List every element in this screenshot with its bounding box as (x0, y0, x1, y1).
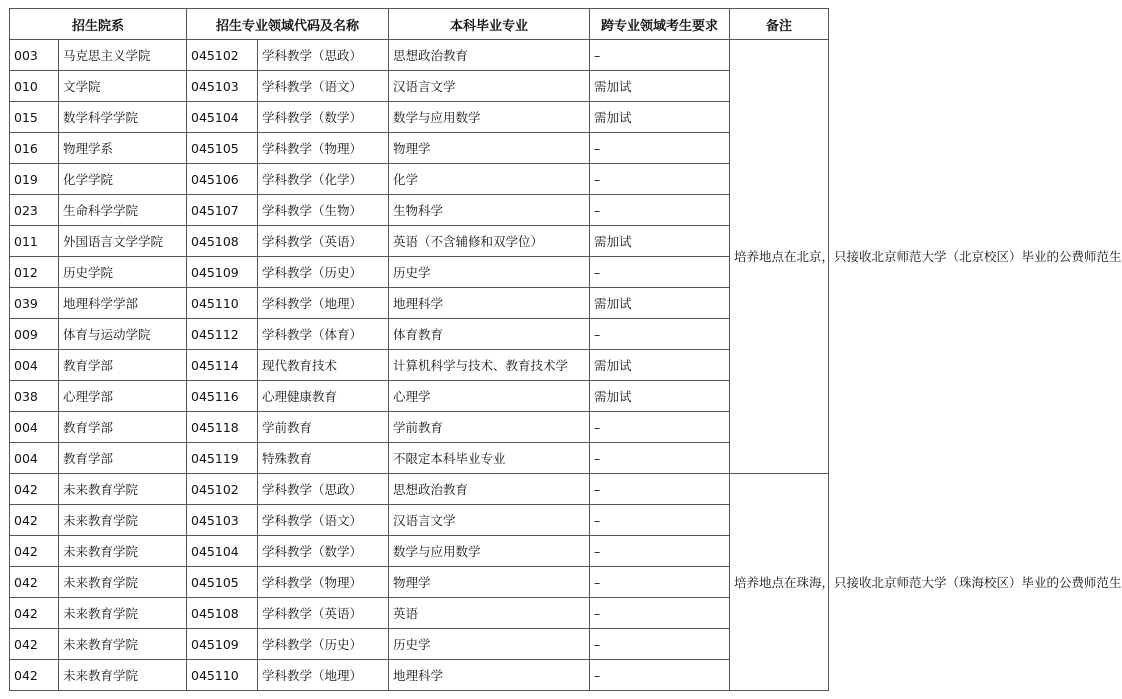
undergrad-major-cell: 汉语言文学 (389, 505, 590, 536)
table-row (10, 629, 829, 660)
table-row (10, 598, 829, 629)
major-code-cell: 045105 (187, 133, 258, 164)
dept-name-cell: 未来教育学院 (59, 567, 187, 598)
dept-code-cell: 042 (10, 598, 59, 629)
major-code-cell: 045109 (187, 629, 258, 660)
dept-name-cell: 数学科学学院 (59, 102, 187, 133)
cross-major-requirement-cell: – (590, 474, 730, 505)
cross-major-requirement-cell: – (590, 505, 730, 536)
dept-name-cell: 生命科学学院 (59, 195, 187, 226)
table-row (10, 288, 829, 319)
table-row (10, 195, 829, 226)
table-row (10, 505, 829, 536)
dept-code-cell: 004 (10, 443, 59, 474)
table-row (10, 71, 829, 102)
dept-name-cell: 物理学系 (59, 133, 187, 164)
dept-name-cell: 未来教育学院 (59, 660, 187, 691)
dept-name-cell: 未来教育学院 (59, 474, 187, 505)
cross-major-requirement-cell: – (590, 598, 730, 629)
major-code-cell: 045104 (187, 102, 258, 133)
cross-major-requirement-cell: – (590, 195, 730, 226)
table-row (10, 102, 829, 133)
major-name-cell: 学科教学（物理） (258, 567, 389, 598)
header-remarks: 备注 (730, 9, 829, 40)
remarks-cell: 培养地点在珠海，只接收北京师范大学（珠海校区）毕业的公费师范生 (730, 474, 829, 691)
table-row (10, 226, 829, 257)
dept-code-cell: 023 (10, 195, 59, 226)
dept-code-cell: 042 (10, 629, 59, 660)
major-code-cell: 045116 (187, 381, 258, 412)
undergrad-major-cell: 生物科学 (389, 195, 590, 226)
undergrad-major-cell: 英语 (389, 598, 590, 629)
undergrad-major-cell: 物理学 (389, 567, 590, 598)
major-code-cell: 045103 (187, 505, 258, 536)
cross-major-requirement-cell: – (590, 567, 730, 598)
table-row (10, 412, 829, 443)
cross-major-requirement-cell: – (590, 660, 730, 691)
table-row (10, 381, 829, 412)
major-name-cell: 学科教学（地理） (258, 288, 389, 319)
major-name-cell: 现代教育技术 (258, 350, 389, 381)
major-name-cell: 学科教学（数学） (258, 536, 389, 567)
major-code-cell: 045102 (187, 474, 258, 505)
major-name-cell: 学科教学（生物） (258, 195, 389, 226)
major-name-cell: 学科教学（化学） (258, 164, 389, 195)
cross-major-requirement-cell: 需加试 (590, 102, 730, 133)
dept-code-cell: 042 (10, 660, 59, 691)
dept-code-cell: 042 (10, 505, 59, 536)
dept-name-cell: 教育学部 (59, 412, 187, 443)
header-department: 招生院系 (10, 9, 187, 40)
dept-name-cell: 教育学部 (59, 350, 187, 381)
dept-code-cell: 016 (10, 133, 59, 164)
cross-major-requirement-cell: – (590, 133, 730, 164)
dept-name-cell: 未来教育学院 (59, 629, 187, 660)
major-name-cell: 学科教学（历史） (258, 629, 389, 660)
major-code-cell: 045112 (187, 319, 258, 350)
header-major-code-name: 招生专业领域代码及名称 (187, 9, 389, 40)
cross-major-requirement-cell: 需加试 (590, 226, 730, 257)
major-name-cell: 心理健康教育 (258, 381, 389, 412)
table-row (10, 350, 829, 381)
major-code-cell: 045106 (187, 164, 258, 195)
dept-code-cell: 009 (10, 319, 59, 350)
major-name-cell: 学科教学（物理） (258, 133, 389, 164)
major-name-cell: 学科教学（思政） (258, 474, 389, 505)
major-name-cell: 学科教学（数学） (258, 102, 389, 133)
table-row (10, 319, 829, 350)
major-code-cell: 045109 (187, 257, 258, 288)
major-code-cell: 045102 (187, 40, 258, 71)
table-row (10, 133, 829, 164)
major-name-cell: 学科教学（思政） (258, 40, 389, 71)
undergrad-major-cell: 思想政治教育 (389, 474, 590, 505)
dept-code-cell: 039 (10, 288, 59, 319)
dept-name-cell: 教育学部 (59, 443, 187, 474)
admissions-table (9, 8, 1122, 691)
dept-code-cell: 003 (10, 40, 59, 71)
cross-major-requirement-cell: 需加试 (590, 288, 730, 319)
undergrad-major-cell: 历史学 (389, 629, 590, 660)
table-row (10, 257, 829, 288)
cross-major-requirement-cell: 需加试 (590, 381, 730, 412)
dept-name-cell: 未来教育学院 (59, 505, 187, 536)
cross-major-requirement-cell: 需加试 (590, 71, 730, 102)
table-row (10, 536, 829, 567)
major-name-cell: 特殊教育 (258, 443, 389, 474)
undergrad-major-cell: 数学与应用数学 (389, 102, 590, 133)
undergrad-major-cell: 计算机科学与技术、教育技术学 (389, 350, 590, 381)
major-name-cell: 学科教学（体育） (258, 319, 389, 350)
table-row (10, 164, 829, 195)
major-name-cell: 学前教育 (258, 412, 389, 443)
major-code-cell: 045108 (187, 226, 258, 257)
undergrad-major-cell: 物理学 (389, 133, 590, 164)
dept-name-cell: 地理科学学部 (59, 288, 187, 319)
major-code-cell: 045103 (187, 71, 258, 102)
major-code-cell: 045108 (187, 598, 258, 629)
cross-major-requirement-cell: – (590, 443, 730, 474)
major-code-cell: 045114 (187, 350, 258, 381)
undergrad-major-cell: 学前教育 (389, 412, 590, 443)
major-name-cell: 学科教学（英语） (258, 598, 389, 629)
dept-code-cell: 004 (10, 350, 59, 381)
dept-name-cell: 历史学院 (59, 257, 187, 288)
dept-name-cell: 马克思主义学院 (59, 40, 187, 71)
dept-code-cell: 042 (10, 474, 59, 505)
dept-name-cell: 文学院 (59, 71, 187, 102)
undergrad-major-cell: 汉语言文学 (389, 71, 590, 102)
major-code-cell: 045110 (187, 288, 258, 319)
major-name-cell: 学科教学（英语） (258, 226, 389, 257)
dept-name-cell: 化学学院 (59, 164, 187, 195)
major-code-cell: 045105 (187, 567, 258, 598)
header-undergrad-major: 本科毕业专业 (389, 9, 590, 40)
dept-code-cell: 042 (10, 567, 59, 598)
undergrad-major-cell: 体育教育 (389, 319, 590, 350)
cross-major-requirement-cell: – (590, 629, 730, 660)
undergrad-major-cell: 不限定本科毕业专业 (389, 443, 590, 474)
dept-name-cell: 体育与运动学院 (59, 319, 187, 350)
major-name-cell: 学科教学（语文） (258, 505, 389, 536)
undergrad-major-cell: 思想政治教育 (389, 40, 590, 71)
cross-major-requirement-cell: – (590, 319, 730, 350)
table-row (10, 474, 829, 505)
dept-code-cell: 012 (10, 257, 59, 288)
undergrad-major-cell: 英语（不含辅修和双学位） (389, 226, 590, 257)
cross-major-requirement-cell: – (590, 164, 730, 195)
table-row (10, 443, 829, 474)
dept-name-cell: 心理学部 (59, 381, 187, 412)
dept-code-cell: 011 (10, 226, 59, 257)
major-code-cell: 045110 (187, 660, 258, 691)
major-code-cell: 045104 (187, 536, 258, 567)
undergrad-major-cell: 数学与应用数学 (389, 536, 590, 567)
header-cross-major-requirement: 跨专业领域考生要求 (590, 9, 730, 40)
dept-code-cell: 042 (10, 536, 59, 567)
undergrad-major-cell: 历史学 (389, 257, 590, 288)
remarks-cell: 培养地点在北京，只接收北京师范大学（北京校区）毕业的公费师范生 (730, 40, 829, 474)
table-row (10, 660, 829, 691)
dept-code-cell: 010 (10, 71, 59, 102)
major-code-cell: 045118 (187, 412, 258, 443)
major-code-cell: 045119 (187, 443, 258, 474)
cross-major-requirement-cell: 需加试 (590, 350, 730, 381)
dept-code-cell: 004 (10, 412, 59, 443)
cross-major-requirement-cell: – (590, 40, 730, 71)
dept-name-cell: 未来教育学院 (59, 536, 187, 567)
cross-major-requirement-cell: – (590, 412, 730, 443)
table-row (10, 40, 829, 71)
dept-code-cell: 038 (10, 381, 59, 412)
undergrad-major-cell: 地理科学 (389, 660, 590, 691)
major-name-cell: 学科教学（历史） (258, 257, 389, 288)
dept-name-cell: 外国语言文学学院 (59, 226, 187, 257)
dept-name-cell: 未来教育学院 (59, 598, 187, 629)
major-code-cell: 045107 (187, 195, 258, 226)
cross-major-requirement-cell: – (590, 536, 730, 567)
dept-code-cell: 015 (10, 102, 59, 133)
undergrad-major-cell: 化学 (389, 164, 590, 195)
undergrad-major-cell: 地理科学 (389, 288, 590, 319)
table-header-row (10, 9, 829, 40)
dept-code-cell: 019 (10, 164, 59, 195)
table-row (10, 567, 829, 598)
cross-major-requirement-cell: – (590, 257, 730, 288)
undergrad-major-cell: 心理学 (389, 381, 590, 412)
major-name-cell: 学科教学（地理） (258, 660, 389, 691)
major-name-cell: 学科教学（语文） (258, 71, 389, 102)
